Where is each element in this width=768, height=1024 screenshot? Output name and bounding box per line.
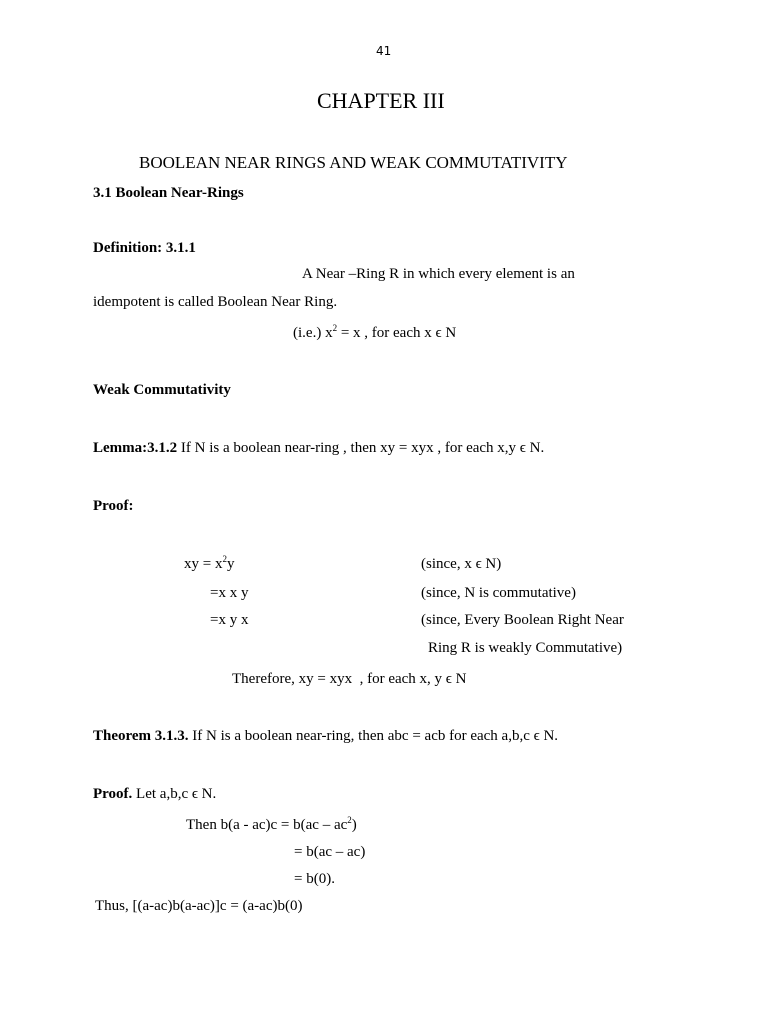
theorem-text: If N is a boolean near-ring, then abc = acb for each a,b,c ϵ N. (188, 728, 559, 744)
proof-2-line-1 (186, 817, 357, 834)
proof-step-1-lhs (184, 556, 234, 573)
lemma-text: If N is a boolean near-ring , then xy = xyx , for each x,y ϵ N. (177, 440, 545, 456)
proof-step-3-lhs: =x y x (210, 612, 249, 628)
proof-2-label: Proof. (93, 786, 133, 802)
proof-step-3-reason-continuation: Ring R is weakly Commutative) (428, 640, 623, 656)
proof-step-2-reason: (since, N is commutative) (421, 585, 576, 601)
proof-2-line-2: = b(ac – ac) (294, 844, 366, 860)
therefore-line: Therefore, xy = xyx , for each x, y ϵ N (232, 671, 467, 687)
definition-heading: Definition: 3.1.1 (93, 240, 196, 256)
proof-2-text: Let a,b,c ϵ N. (132, 786, 217, 802)
proof-2-line-3: = b(0). (294, 871, 335, 887)
page-number: 41 (376, 44, 392, 58)
proof-2-line-1-post: ) (351, 817, 357, 833)
lemma-label: Lemma:3.1.2 (93, 440, 178, 456)
theorem-label: Theorem 3.1.3. (93, 728, 189, 744)
proof-2-line-1-sup: 2 (347, 815, 352, 825)
proof-2-line-1-pre: Then b(a - ac)c = b(ac – ac (186, 817, 348, 833)
formula-post: = x , for each x ϵ N (337, 325, 457, 341)
proof-step-2-lhs: =x x y (210, 585, 249, 601)
definition-line-2: idempotent is called Boolean Near Ring. (93, 294, 338, 310)
proof-2-line-4: Thus, [(a-ac)b(a-ac)]c = (a-ac)b(0) (95, 898, 303, 914)
formula-superscript: 2 (332, 323, 338, 333)
step-1-post: y (226, 556, 235, 572)
proof-step-1-reason: (since, x ϵ N) (421, 556, 502, 572)
chapter-title: BOOLEAN NEAR RINGS AND WEAK COMMUTATIVITY (139, 153, 568, 172)
theorem (93, 728, 558, 745)
section-heading: 3.1 Boolean Near-Rings (93, 185, 244, 201)
step-1-sup: 2 (222, 554, 227, 564)
proof-heading: Proof: (93, 498, 134, 514)
weak-commutativity-heading: Weak Commutativity (93, 382, 231, 398)
lemma (93, 440, 544, 457)
proof-step-3-reason: (since, Every Boolean Right Near (421, 612, 624, 628)
definition-line-1: A Near –Ring R in which every element is an (302, 266, 575, 282)
step-1-pre: xy = x (184, 556, 223, 572)
definition-formula (293, 325, 456, 342)
chapter-heading: CHAPTER III (317, 88, 445, 113)
formula-pre: (i.e.) x (293, 325, 333, 341)
proof-2 (93, 786, 216, 803)
